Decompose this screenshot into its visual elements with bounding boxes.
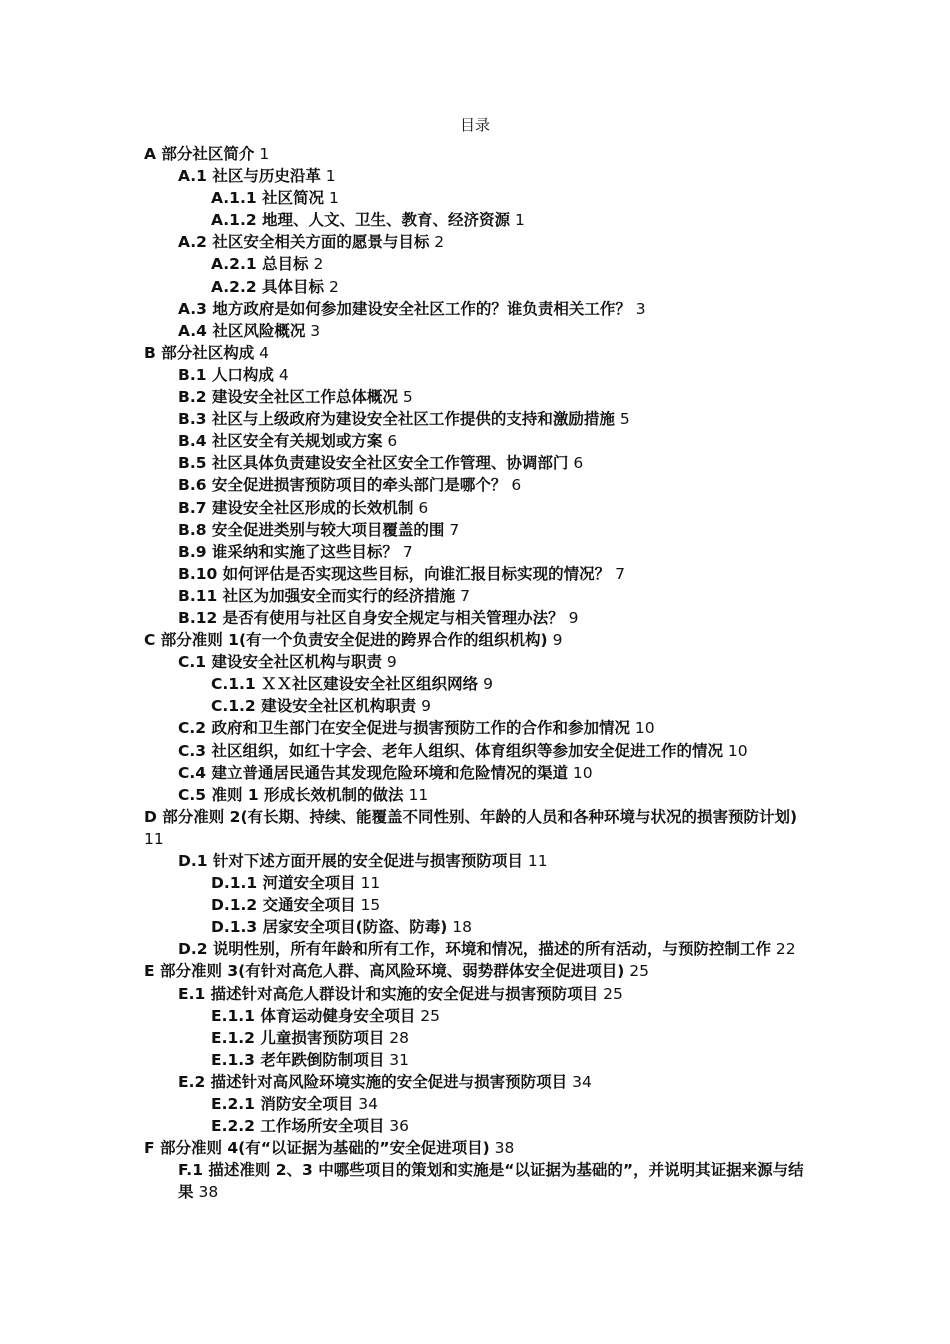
toc-entry-label: E.1.2 儿童损害预防项目: [211, 1028, 385, 1047]
toc-entry-label: C.3 社区组织，如红十字会、老年人组织、体育组织等参加安全促进工作的情况: [178, 741, 723, 760]
toc-entry-page-number: 38: [494, 1139, 515, 1158]
toc-entry-level-2[interactable]: [144, 607, 810, 629]
toc-entry-page-number: 5: [619, 410, 630, 429]
toc-entry-page-number: 6: [573, 454, 584, 473]
page-title: 目录: [459, 116, 490, 134]
toc-entry-level-2[interactable]: [144, 452, 810, 474]
toc-entry-label: F.1 描述准则 2、3 中哪些项目的策划和实施是“以证据为基础的”，并说明其证据来源与结果: [178, 1161, 804, 1202]
toc-entry-label: B.3 社区与上级政府为建设安全社区工作提供的支持和激励措施: [178, 410, 615, 429]
toc-entry-level-2[interactable]: [144, 585, 810, 607]
toc-entry-label: B.6 安全促进损害预防项目的牵头部门是哪个？: [178, 476, 507, 495]
toc-entry-page-number: 9: [421, 697, 431, 716]
toc-entry-label: A.1.1 社区简况: [211, 189, 325, 208]
toc-entry-page-number: 11: [408, 785, 429, 804]
toc-entry-label: A.1 社区与历史沿革: [178, 167, 321, 186]
toc-entry-page-number: 28: [389, 1028, 410, 1047]
toc-entry-level-1[interactable]: [144, 629, 810, 651]
toc-entry-level-3[interactable]: [144, 1115, 810, 1137]
toc-entry-label: C.1.2 建设安全社区机构职责: [211, 697, 417, 716]
toc-entry-label: B.10 如何评估是否实现这些目标，向谁汇报目标实现的情况？: [178, 564, 611, 583]
toc-entry-label: C.4 建立普通居民通告其发现危险环境和危险情况的渠道: [178, 763, 568, 782]
toc-entry-label: C.5 准则 1 形成长效机制的做法: [178, 785, 404, 804]
toc-entry-page-number: 9: [386, 653, 397, 672]
toc-entry-level-2[interactable]: [144, 651, 810, 673]
toc-entry-level-3[interactable]: [144, 916, 810, 938]
toc-entry-label: B.9 谁采纳和实施了这些目标？: [178, 542, 398, 561]
toc-entry-level-2[interactable]: [144, 430, 810, 452]
table-of-contents: [144, 143, 810, 1204]
toc-entry-level-2[interactable]: [144, 386, 810, 408]
toc-entry-page-number: 6: [511, 476, 522, 495]
toc-entry-page-number: 4: [278, 365, 289, 384]
toc-entry-page-number: 31: [389, 1050, 410, 1069]
toc-entry-level-3[interactable]: [144, 872, 810, 894]
toc-entry-label: C.2 政府和卫生部门在安全促进与损害预防工作的合作和参加情况: [178, 719, 630, 738]
toc-entry-level-3[interactable]: [144, 1005, 810, 1027]
toc-entry-label: A.2.1 总目标: [211, 255, 309, 274]
toc-entry-level-2[interactable]: [144, 1159, 810, 1203]
toc-entry-level-2[interactable]: [144, 165, 810, 187]
toc-entry-label: A.2.2 具体目标: [211, 277, 325, 296]
toc-entry-label: D.1.2 交通安全项目: [211, 896, 356, 915]
toc-entry-page-number: 34: [358, 1095, 379, 1114]
toc-entry-level-2[interactable]: [144, 541, 810, 563]
toc-entry-label: D.1.3 居家安全项目(防盗、防毒): [211, 918, 448, 937]
toc-entry-level-1[interactable]: [144, 143, 810, 165]
toc-entry-page-number: 25: [603, 984, 623, 1003]
toc-entry-page-number: 2: [434, 233, 445, 252]
toc-entry-page-number: 7: [615, 564, 625, 583]
toc-entry-level-2[interactable]: [144, 717, 810, 739]
toc-entry-page-number: 22: [775, 940, 796, 959]
toc-entry-level-2[interactable]: [144, 1071, 810, 1093]
toc-entry-page-number: 34: [572, 1072, 592, 1091]
toc-entry-page-number: 1: [259, 145, 270, 163]
toc-entry-label: B.7 建设安全社区形成的长效机制: [178, 498, 414, 517]
toc-entry-page-number: 36: [389, 1117, 410, 1136]
toc-entry-label: C 部分准则 1(有一个负责安全促进的跨界合作的组织机构): [144, 631, 548, 650]
toc-entry-label: E.1.1 体育运动健身安全项目: [211, 1006, 416, 1025]
toc-entry-level-2[interactable]: [144, 938, 810, 960]
toc-entry-page-number: 4: [259, 343, 270, 362]
toc-entry-level-3[interactable]: [144, 695, 810, 717]
toc-entry-label: E.1.3 老年跌倒防制项目: [211, 1050, 385, 1069]
toc-entry-label: E 部分准则 3(有针对高危人群、高风险环境、弱势群体安全促进项目): [144, 962, 625, 981]
toc-entry-label: C.1 建设安全社区机构与职责: [178, 653, 382, 672]
toc-entry-page-number: 15: [360, 896, 381, 915]
toc-entry-page-number: 3: [635, 299, 646, 318]
toc-entry-level-3[interactable]: [144, 276, 810, 298]
toc-entry-page-number: 18: [452, 918, 472, 937]
toc-entry-page-number: 7: [449, 520, 460, 539]
toc-entry-level-3[interactable]: [144, 187, 810, 209]
toc-entry-level-3[interactable]: [144, 1093, 810, 1115]
toc-entry-label: B 部分社区构成: [144, 343, 255, 362]
toc-entry-page-number: 1: [328, 189, 339, 208]
toc-entry-level-2[interactable]: [144, 364, 810, 386]
toc-entry-label: C.1.1 ＸＸ社区建设安全社区组织网络: [211, 675, 479, 694]
toc-entry-page-number: 6: [418, 498, 429, 517]
toc-entry-level-2[interactable]: [144, 231, 810, 253]
toc-entry-page-number: 38: [198, 1183, 219, 1202]
toc-entry-page-number: 10: [727, 741, 748, 760]
toc-entry-label: A.3 地方政府是如何参加建设安全社区工作的？谁负责相关工作？: [178, 299, 631, 318]
toc-entry-level-3[interactable]: [144, 253, 810, 275]
toc-entry-level-2[interactable]: [144, 497, 810, 519]
toc-entry-label: B.8 安全促进类别与较大项目覆盖的围: [178, 520, 445, 539]
toc-entry-page-number: 7: [460, 586, 470, 605]
toc-entry-page-number: 2: [313, 255, 324, 274]
toc-entry-label: E.2.2 工作场所安全项目: [211, 1117, 385, 1136]
toc-entry-label: D 部分准则 2(有长期、持续、能覆盖不同性别、年龄的人员和各种环境与状况的损害预防计划): [144, 807, 798, 826]
toc-entry-level-3[interactable]: [144, 673, 810, 695]
toc-entry-level-2[interactable]: [144, 740, 810, 762]
toc-entry-page-number: 25: [420, 1006, 441, 1025]
toc-entry-level-3[interactable]: [144, 1049, 810, 1071]
toc-entry-level-3[interactable]: [144, 209, 810, 231]
toc-entry-page-number: 9: [568, 608, 579, 627]
toc-entry-page-number: 1: [514, 211, 525, 230]
toc-entry-label: B.11 社区为加强安全而实行的经济措施: [178, 586, 456, 605]
toc-entry-page-number: 25: [629, 962, 650, 981]
toc-entry-label: B.5 社区具体负责建设安全社区安全工作管理、协调部门: [178, 454, 569, 473]
toc-entry-label: E.2.1 消防安全项目: [211, 1095, 354, 1114]
toc-entry-page-number: 11: [527, 852, 548, 870]
toc-entry-page-number: 10: [572, 763, 593, 782]
toc-entry-level-2[interactable]: [144, 474, 810, 496]
toc-entry-label: E.1 描述针对高危人群设计和实施的安全促进与损害预防项目: [178, 984, 599, 1003]
toc-entry-level-3[interactable]: [144, 1027, 810, 1049]
toc-entry-label: A.1.2 地理、人文、卫生、教育、经济资源: [211, 211, 511, 230]
toc-entry-label: B.2 建设安全社区工作总体概况: [178, 388, 398, 407]
toc-entry-level-2[interactable]: [144, 408, 810, 430]
toc-entry-level-1[interactable]: [144, 1137, 810, 1159]
toc-entry-label: D.1.1 河道安全项目: [211, 874, 356, 893]
toc-entry-level-1[interactable]: [144, 960, 810, 982]
toc-entry-label: B.12 是否有使用与社区自身安全规定与相关管理办法？: [178, 608, 564, 627]
toc-entry-label: F 部分准则 4(有“以证据为基础的”安全促进项目): [144, 1139, 490, 1158]
toc-entry-page-number: 9: [483, 675, 493, 694]
toc-entry-label: A.4 社区风险概况: [178, 321, 306, 340]
toc-entry-label: D.2 说明性别，所有年龄和所有工作，环境和情况，描述的所有活动，与预防控制工作: [178, 940, 771, 959]
toc-entry-page-number: 11: [360, 874, 381, 893]
toc-entry-label: D.1 针对下述方面开展的安全促进与损害预防项目: [178, 852, 523, 870]
toc-entry-page-number: 7: [402, 542, 413, 561]
toc-entry-label: B.1 人口构成: [178, 365, 274, 384]
toc-entry-level-2[interactable]: [144, 850, 810, 872]
toc-entry-page-number: 6: [387, 432, 398, 451]
toc-entry-label: A.2 社区安全相关方面的愿景与目标: [178, 233, 430, 252]
toc-entry-page-number: 3: [310, 321, 321, 340]
toc-entry-level-1[interactable]: [144, 342, 810, 364]
toc-entry-label: A 部分社区简介: [144, 145, 255, 163]
toc-entry-level-2[interactable]: [144, 563, 810, 585]
toc-entry-label: B.4 社区安全有关规划或方案: [178, 432, 383, 451]
toc-entry-page-number: 11: [144, 829, 164, 848]
toc-entry-level-2[interactable]: [144, 784, 810, 806]
toc-entry-page-number: 9: [552, 631, 563, 650]
toc-entry-page-number: 10: [634, 719, 655, 738]
toc-entry-level-2[interactable]: [144, 298, 810, 320]
toc-entry-level-2[interactable]: [144, 762, 810, 784]
toc-entry-level-1[interactable]: [144, 806, 810, 850]
toc-entry-page-number: 2: [328, 277, 339, 296]
toc-entry-page-number: 1: [325, 167, 336, 186]
toc-entry-page-number: 5: [402, 388, 413, 407]
toc-entry-level-2[interactable]: [144, 320, 810, 342]
toc-entry-label: E.2 描述针对高风险环境实施的安全促进与损害预防项目: [178, 1072, 568, 1091]
toc-entry-level-2[interactable]: [144, 519, 810, 541]
toc-entry-level-2[interactable]: [144, 983, 810, 1005]
toc-entry-level-3[interactable]: [144, 894, 810, 916]
